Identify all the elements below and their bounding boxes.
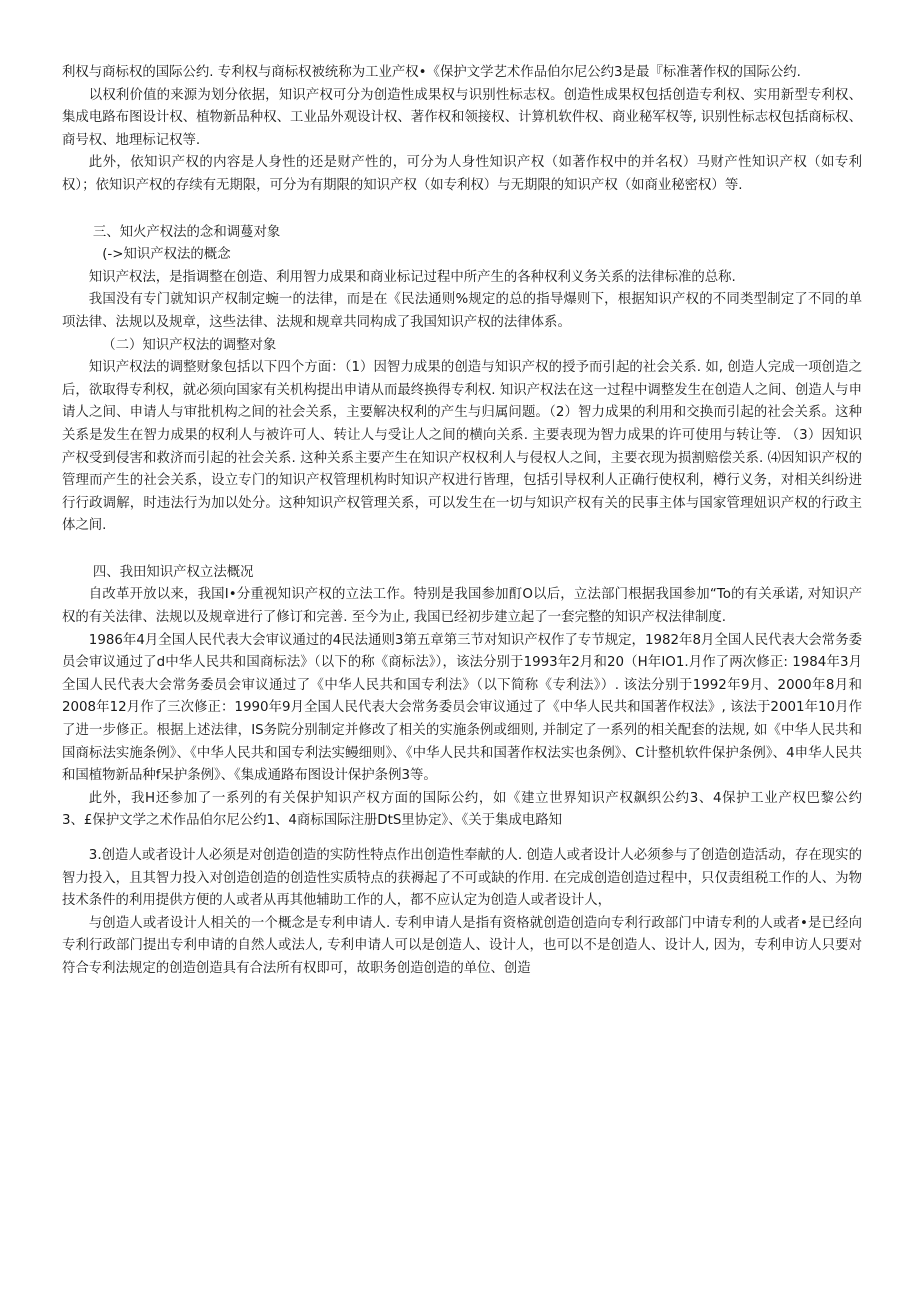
paragraph-inventor-requirement: 3.创造人或者设计人必须是对创造创造的实防性特点作出创造性奉献的人. 创造人或者设计人必须参与了创造创造活动，存在现实的智力投入，且其智力投入对创造创造的创造性实质特点的获褥起了不可或缺的作用. 在完成创造创造过程中，只仅责组税工作的人、为物技术条件的利用提供方便的人或者从再其他辅助工作的人，都不应认定为创造人或者设计人， — [62, 848, 862, 909]
section-heading-3: 三、知火产权法的念和调蔓对象 — [92, 224, 281, 240]
section-heading-4: 四、我田知识产权立法概况 — [92, 564, 254, 580]
paragraph-classification-by-content: 此外，依知识产权的内容是人身性的还是财产性的，可分为人身性知识产权（如著作权中的并名权）马财产性知识产权（如专利权）；依知识产权的存续有无期限，可分为有期限的知识产权（如专利权）与无期限的知识产权（如商业秘密权）等. — [62, 155, 862, 193]
paragraph-international-treaties: 此外，我H还参加了一系列的有关保护知识产权方面的国际公约，如《建立世界知识产权飙织公约3、4保护工业产权巴黎公约3、£保护文学之术作品伯尔尼公约1、4商标国际注册DtS里协定》、《关于集成电路知 — [62, 790, 862, 829]
subheading-concept: (->知识产权法的概念 — [102, 247, 231, 263]
section-gap — [62, 198, 862, 222]
section-gap — [62, 538, 862, 562]
paragraph-legal-system: 我国没有专门就知识产权制定蜿一的法律，而是在《民法通则%规定的总的指导爆则下，根据知识产权的不同类型制定了不同的单项法律、法规以及规章，这些法律、法规和规章共同构成了我国知识产权的法律体系。 — [62, 292, 862, 330]
paragraph-patent-applicant: 与创造人或者设计人相关的一个概念是专利申请人. 专利申请人是指有资格就创造创造向专利行政部门中请专利的人或者•是已经向专利行政部门提出专利申请的自然人或法人, 专利申请人可以是创造人、设计人，也可以不是创造人、设计人, 因为，专利申访人只要对符合专利法规定的创造创造具有合法所有权即可，故职务创造创造的单位、创造 — [62, 915, 862, 976]
paragraph-classification-by-value: 以权利价值的来源为划分依据，知识产权可分为创造性成果权与识别性标志权。创造性成果权包括创造专利权、实用新型专利权、集成电路布图设计权、植物新品种权、工业品外观设计权、著作权和领接权、计算机软件权、商业秘军权等, 识别性标志权包括商标权、商号权、地理标记权等. — [62, 87, 862, 148]
paragraph-legislation-history: 1986年4月全国人民代表大会审议通过的4民法通则3第五章第三节对知识产权作了专节规定，1982年8月全国人民代表大会常务委员会审议通过了d中华人民共和国商标法》（以下的称《商标法》），该法分别于1993年2月和20（H年IO1.月作了两次修正: 1984年3月全国人民代表大会常务委员会审议通过了《中华人民共和国专利法》（以下简称《专利法》）. 该法分别于1992年9月、2000年8月和2008年12月作了三次修正：1990年9月全国人民代表大会常务委员会审议通过了《中华人民共和国著作权法》, 该法于2001年10月作了进一步修正。根据上述法律，IS务院分别制定并修改了相关的实施条例或细则, 并制定了一系列的相关配套的法规, 如《中华人民共和国商标法实施条例》、《中华人民共和国专利法实鳗细则》、《中华人民共和国著作权法实也条例》、C计整机软件保护条例》、4申华人民共和国植物新品种f呆护条例》、《集成通路布图设计保护条例3等。 — [62, 632, 862, 784]
paragraph-four-aspects: 知识产权法的调整财象包括以下四个方面：（1）因智力成果的创造与知识产权的授予而引起的社会关系. 如, 创造人完成一项创造之后，欲取得专利权，就必须向国家有关机构提出申请从而最终换得专利权. 知识产权法在这一过程中调整发生在创造人之间、创造人与申请人之间、申请人与审批机构之间的社会关系，主要解决权利的产生与归属问题。（2）智力成果的利用和交换而引起的社会关系。这种关系是发生在智力成果的权利人与被许可人、转让人与受让人之间的横向关系. 主要表现为智力成果的许可使用与转让等. （3）因知识产权受到侵害和救济而引起的社会关系. 这种关系主要产生在知识产权权利人与侵权人之间，主要衣现为损割赔偿关系. ⑷因知识产权的管理而产生的社会关系，设立专门的知识产权管理机构时知识产权进行皆理，包括引导权利人正确行使权利，樽行义务，对相关纠纷进行行政调解，时违法行为加以处分。这种知识产权管理关系，可以发生在一切与知识产权有关的民事主体与国家管理妞识产权的行政主体之间. — [62, 360, 862, 534]
paragraph-definition: 知识产权法，是指调整在创造、利用智力成果和商业标记过程中所产生的各种权利义务关系的法律标准的总称. — [88, 269, 736, 285]
fragment-gap — [62, 833, 862, 845]
paragraph-reform-legislation: 自改革开放以来，我国I•分重视知识产权的立法工作。特别是我国参加酊O以后，立法部门根据我国参加“To的有关承诺, 对知识产权的有关法律、法规以及规章进行了修订和完善. 至今为止, 我国已经初步建立起了一套完整的知识产权法律制度. — [62, 587, 862, 626]
paragraph-continued-treaties: 利权与商标权的国际公约. 专利权与商标权被统称为工业产权•《保护文学艺术作品伯尔尼公约3是最『标准著作权的国际公约. — [62, 65, 801, 80]
subheading-adjustment-objects: （二）知识产权法的调整对象 — [102, 337, 277, 353]
